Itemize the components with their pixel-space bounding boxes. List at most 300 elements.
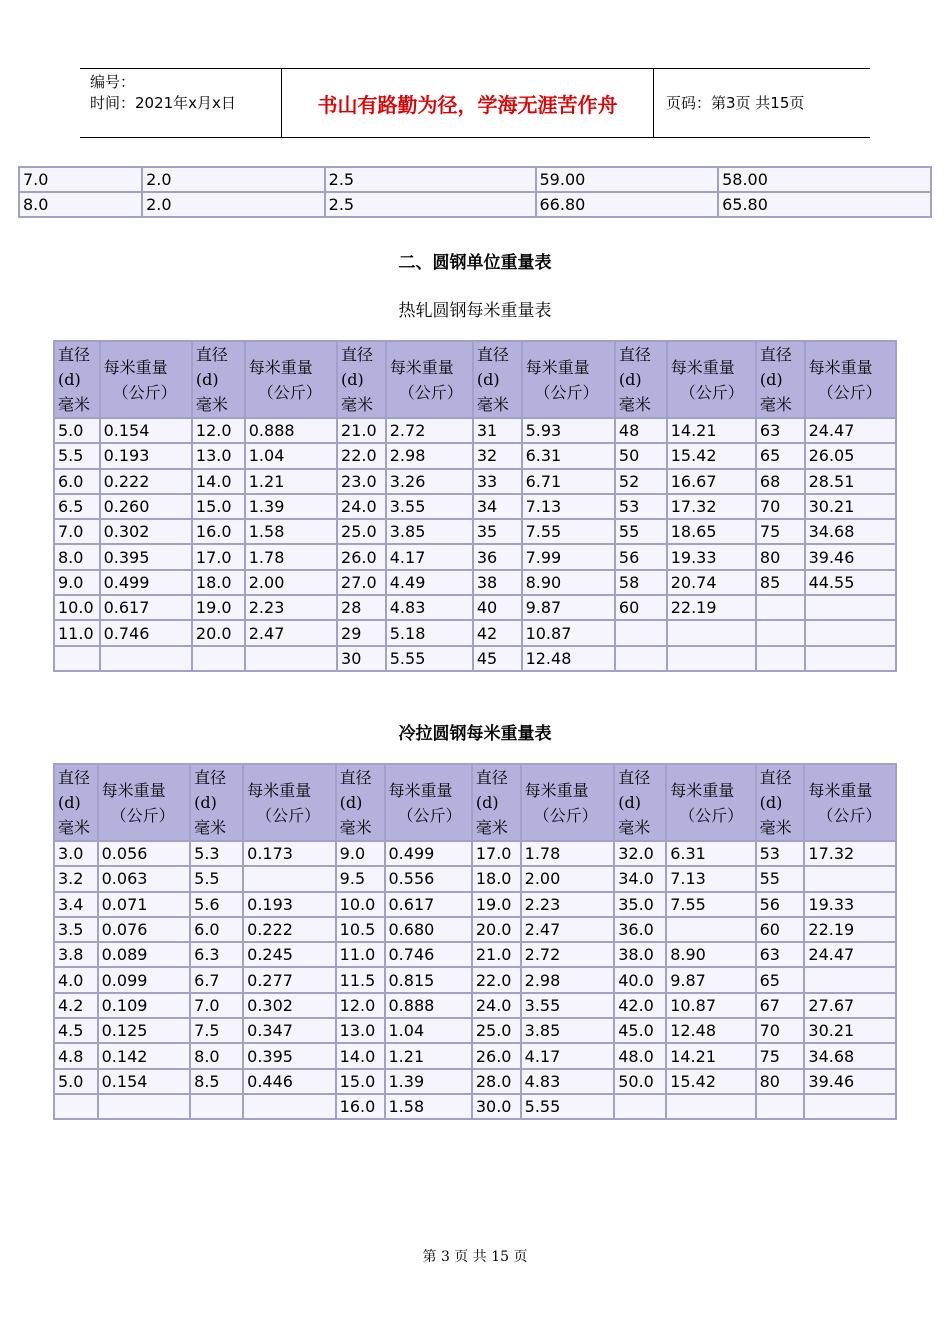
header-text: 直径 [194,768,227,787]
weight-cell: 18.65 [668,520,755,543]
table-row [55,444,895,467]
diameter-cell: 85 [757,571,804,594]
weight-cell: 2.98 [522,968,614,991]
diameter-cell: 24.0 [473,994,520,1017]
diameter-cell: 19.0 [193,596,244,619]
header-unit: （公斤） [112,382,177,402]
diameter-cell: 25.0 [473,1019,520,1042]
weight-cell: 0.888 [386,994,471,1017]
weight-cell: 1.04 [386,1019,471,1042]
diameter-cell: 3.5 [55,918,97,941]
weight-cell: 4.17 [387,545,472,568]
diameter-header [338,342,385,417]
weight-cell: 0.125 [99,1019,190,1042]
table-row [20,168,930,191]
weight-cell: 1.39 [246,495,336,518]
header-text: 毫米 [58,395,91,414]
weight-cell: 12.48 [667,1019,754,1042]
diameter-cell: 19.0 [473,893,520,916]
diameter-cell: 70 [757,1019,804,1042]
weight-cell: 4.83 [387,596,472,619]
header-unit: （公斤） [533,805,598,825]
weight-cell: 19.33 [668,545,755,568]
table-row [55,1095,895,1118]
hot-rolled-table [53,340,897,672]
header-motto: 书山有路勤为径，学海无涯苦作舟 [282,69,654,137]
weight-cell: 2.00 [246,571,336,594]
table-row [55,520,895,543]
header-text: 毫米 [759,395,792,414]
header-text: 毫米 [58,818,91,837]
diameter-cell: 38.0 [615,943,665,966]
diameter-cell: 5.3 [191,842,242,865]
weight-cell: 5.55 [387,647,472,670]
weight-cell: 0.099 [99,968,190,991]
weight-cell: 17.32 [668,495,755,518]
weight-cell: 1.78 [522,842,614,865]
header-text: (d) [759,370,783,389]
diameter-cell: 25.0 [338,520,385,543]
weight-header [246,342,336,417]
weight-cell: 0.260 [101,495,191,518]
weight-cell [101,647,191,670]
diameter-cell: 5.6 [191,893,242,916]
page-header [80,68,870,138]
weight-cell: 0.617 [386,893,471,916]
diameter-cell: 22.0 [338,444,385,467]
table-cell: 2.5 [326,193,535,216]
diameter-cell [55,647,99,670]
diameter-cell: 24.0 [338,495,385,518]
diameter-cell: 9.0 [337,842,384,865]
diameter-header [757,342,804,417]
weight-cell: 2.98 [387,444,472,467]
diameter-cell: 20.0 [473,918,520,941]
diameter-cell: 7.0 [55,520,99,543]
weight-cell: 2.23 [246,596,336,619]
weight-cell [99,1095,190,1118]
diameter-header [473,765,520,840]
diameter-header [193,342,244,417]
weight-cell: 1.39 [386,1070,471,1093]
header-text: 直径 [759,345,792,364]
weight-cell: 39.46 [805,1070,895,1093]
diameter-cell: 7.5 [191,1019,242,1042]
weight-cell [667,918,754,941]
header-text: 每米重量 [808,357,873,377]
weight-cell: 34.68 [805,1044,895,1067]
diameter-cell: 13.0 [337,1019,384,1042]
diameter-cell: 5.0 [55,1070,97,1093]
diameter-cell: 13.0 [193,444,244,467]
weight-cell: 14.21 [667,1044,754,1067]
weight-cell: 2.47 [522,918,614,941]
header-text: 毫米 [194,818,227,837]
diameter-cell: 75 [757,520,804,543]
diameter-cell: 11.0 [337,943,384,966]
header-text: (d) [194,793,217,812]
diameter-cell: 11.0 [55,621,99,644]
diameter-header [191,765,242,840]
weight-cell: 1.78 [246,545,336,568]
weight-cell: 0.617 [101,596,191,619]
weight-cell: 24.47 [806,419,895,442]
table-row [55,968,895,991]
weight-cell: 0.446 [244,1070,335,1093]
diameter-cell: 75 [757,1044,804,1067]
header-unit: （公斤） [110,805,175,825]
weight-cell: 0.222 [244,918,335,941]
hot-rolled-title: 热轧圆钢每米重量表 [398,301,552,321]
diameter-cell: 3.0 [55,842,97,865]
weight-cell: 3.55 [387,495,472,518]
weight-cell [806,647,895,670]
weight-cell [667,1095,754,1118]
header-unit: （公斤） [398,382,463,402]
weight-cell: 4.49 [387,571,472,594]
weight-cell [805,968,895,991]
weight-cell [668,621,755,644]
section-title: 二、圆钢单位重量表 [398,253,552,273]
weight-cell: 44.55 [806,571,895,594]
table-row [55,1070,895,1093]
weight-cell: 4.17 [522,1044,614,1067]
diameter-cell: 14.0 [337,1044,384,1067]
diameter-cell: 9.0 [55,571,99,594]
weight-cell: 0.193 [101,444,191,467]
diameter-cell: 45.0 [615,1019,665,1042]
header-text: 每米重量 [247,780,312,800]
weight-cell: 2.72 [522,943,614,966]
header-text: (d) [58,370,81,389]
table-row [55,842,895,865]
code-label: 编号： [90,73,136,91]
header-text: 毫米 [476,395,509,414]
weight-cell: 5.55 [522,1095,614,1118]
diameter-cell: 16.0 [193,520,244,543]
weight-cell: 8.90 [667,943,754,966]
diameter-cell: 29 [338,621,385,644]
diameter-cell: 30 [338,647,385,670]
header-text: (d) [476,370,500,389]
diameter-cell: 17.0 [193,545,244,568]
table-cell: 7.0 [20,168,141,191]
header-text: 直径 [339,768,372,787]
weight-cell: 3.26 [387,470,472,493]
diameter-cell: 6.0 [55,470,99,493]
diameter-cell [757,1095,804,1118]
weight-cell: 3.85 [522,1019,614,1042]
diameter-cell: 40.0 [615,968,665,991]
header-text: 每米重量 [808,780,873,800]
weight-cell [805,1095,895,1118]
weight-header [806,342,895,417]
weight-cell: 0.302 [101,520,191,543]
weight-cell: 34.68 [806,520,895,543]
weight-cell: 22.19 [805,918,895,941]
diameter-cell: 9.5 [337,867,384,890]
diameter-cell: 32 [474,444,521,467]
header-text: 直径 [475,768,508,787]
weight-cell: 26.05 [806,444,895,467]
table-row [55,893,895,916]
continued-table [18,166,932,218]
diameter-cell [191,1095,242,1118]
weight-cell: 14.21 [668,419,755,442]
diameter-header [757,765,804,840]
weight-cell: 2.72 [387,419,472,442]
diameter-header [615,765,665,840]
weight-cell [244,1095,335,1118]
header-page-number: 页码：第3页 共15页 [666,94,805,112]
header-unit: （公斤） [817,382,882,402]
table-cell: 2.0 [143,168,324,191]
header-text: 每米重量 [388,780,453,800]
weight-cell: 3.85 [387,520,472,543]
weight-cell: 0.395 [244,1044,335,1067]
diameter-cell: 26.0 [473,1044,520,1067]
table-row [20,193,930,216]
diameter-cell: 8.0 [191,1044,242,1067]
diameter-cell: 40 [474,596,521,619]
weight-cell: 0.499 [101,571,191,594]
diameter-cell: 3.4 [55,893,97,916]
diameter-cell: 48 [616,419,666,442]
table-cell: 58.00 [719,168,930,191]
diameter-cell: 70 [757,495,804,518]
weight-cell [244,867,335,890]
diameter-cell: 45 [474,647,521,670]
table-cell: 2.0 [143,193,324,216]
weight-header [386,765,471,840]
table-row [55,621,895,644]
diameter-cell: 12.0 [193,419,244,442]
weight-cell: 0.222 [101,470,191,493]
weight-cell [668,647,755,670]
header-text: 每米重量 [525,357,590,377]
weight-cell: 4.83 [522,1070,614,1093]
weight-cell: 5.18 [387,621,472,644]
weight-cell: 0.680 [386,918,471,941]
weight-header [522,765,614,840]
diameter-cell [615,1095,665,1118]
header-text: 直径 [341,345,374,364]
table-row [55,943,895,966]
weight-cell: 1.58 [246,520,336,543]
weight-cell: 7.55 [523,520,614,543]
weight-cell: 0.746 [101,621,191,644]
diameter-cell: 7.0 [191,994,242,1017]
diameter-cell: 36 [474,545,521,568]
diameter-header [55,765,97,840]
weight-cell: 10.87 [667,994,754,1017]
weight-cell: 0.277 [244,968,335,991]
header-text: 每米重量 [101,780,166,800]
diameter-header [337,765,384,840]
weight-cell: 0.173 [244,842,335,865]
weight-header [387,342,472,417]
page-footer: 第 3 页 共 15 页 [422,1249,528,1265]
table-row [55,419,895,442]
diameter-cell: 68 [757,470,804,493]
diameter-cell: 50 [616,444,666,467]
weight-cell: 0.556 [386,867,471,890]
table-row [55,470,895,493]
diameter-cell: 12.0 [337,994,384,1017]
diameter-cell: 55 [757,867,804,890]
header-text: (d) [195,370,219,389]
diameter-cell: 4.8 [55,1044,97,1067]
diameter-cell: 21.0 [338,419,385,442]
diameter-cell: 32.0 [615,842,665,865]
weight-header [667,765,754,840]
diameter-cell: 6.0 [191,918,242,941]
weight-header [523,342,614,417]
diameter-cell: 6.7 [191,968,242,991]
header-text: 每米重量 [389,357,454,377]
table-row [55,495,895,518]
weight-cell: 0.815 [386,968,471,991]
diameter-cell: 31 [474,419,521,442]
diameter-cell [757,621,804,644]
diameter-header [616,342,666,417]
diameter-cell: 17.0 [473,842,520,865]
weight-cell: 0.395 [101,545,191,568]
diameter-cell: 3.8 [55,943,97,966]
diameter-cell: 6.3 [191,943,242,966]
header-text: 每米重量 [670,780,735,800]
weight-cell: 22.19 [668,596,755,619]
header-text: 毫米 [339,818,372,837]
weight-cell [805,867,895,890]
header-text: (d) [618,370,642,389]
weight-cell: 0.888 [246,419,336,442]
weight-cell: 3.55 [522,994,614,1017]
cold-drawn-title: 冷拉圆钢每米重量表 [398,724,552,744]
diameter-cell: 35 [474,520,521,543]
weight-cell: 6.31 [667,842,754,865]
header-unit: （公斤） [397,805,462,825]
weight-cell: 6.71 [523,470,614,493]
weight-cell: 1.04 [246,444,336,467]
diameter-cell: 8.5 [191,1070,242,1093]
weight-header [805,765,895,840]
diameter-cell: 50.0 [615,1070,665,1093]
weight-cell: 2.00 [522,867,614,890]
diameter-cell [757,647,804,670]
table-row [55,571,895,594]
weight-cell: 28.51 [806,470,895,493]
diameter-cell: 14.0 [193,470,244,493]
diameter-cell [55,1095,97,1118]
header-text: 直径 [618,345,651,364]
table-row [55,1044,895,1067]
table-row [55,994,895,1017]
header-text: (d) [475,793,499,812]
weight-cell: 0.193 [244,893,335,916]
diameter-cell: 80 [757,545,804,568]
weight-cell: 19.33 [805,893,895,916]
diameter-cell: 11.5 [337,968,384,991]
header-text: (d) [339,793,363,812]
diameter-cell: 56 [757,893,804,916]
header-text: 直径 [58,345,91,364]
diameter-cell: 36.0 [615,918,665,941]
weight-cell: 7.13 [523,495,614,518]
table-row [55,1019,895,1042]
header-text: 每米重量 [670,357,735,377]
diameter-cell: 42.0 [615,994,665,1017]
diameter-cell: 55 [616,520,666,543]
diameter-cell: 28 [338,596,385,619]
weight-cell: 39.46 [806,545,895,568]
weight-cell: 0.089 [99,943,190,966]
weight-cell: 8.90 [523,571,614,594]
header-unit: （公斤） [679,805,744,825]
diameter-cell: 48.0 [615,1044,665,1067]
diameter-cell: 60 [616,596,666,619]
diameter-cell: 10.0 [337,893,384,916]
header-text: 直径 [58,768,91,787]
weight-cell: 17.32 [805,842,895,865]
weight-cell: 15.42 [667,1070,754,1093]
weight-header [668,342,755,417]
diameter-cell: 10.0 [55,596,99,619]
header-unit: （公斤） [256,805,321,825]
weight-cell: 2.23 [522,893,614,916]
diameter-cell: 28.0 [473,1070,520,1093]
weight-cell: 0.076 [99,918,190,941]
diameter-cell: 63 [757,419,804,442]
diameter-cell: 34.0 [615,867,665,890]
weight-cell: 0.154 [99,1070,190,1093]
weight-cell: 9.87 [523,596,614,619]
weight-cell: 0.245 [244,943,335,966]
diameter-cell: 60 [757,918,804,941]
weight-cell: 1.21 [386,1044,471,1067]
header-info [80,69,282,137]
header-text: 每米重量 [248,357,313,377]
diameter-cell: 65 [757,968,804,991]
diameter-cell: 15.0 [337,1070,384,1093]
diameter-header [474,342,521,417]
diameter-cell: 18.0 [193,571,244,594]
header-text: 每米重量 [524,780,589,800]
diameter-cell: 10.5 [337,918,384,941]
weight-cell: 7.99 [523,545,614,568]
diameter-cell: 4.5 [55,1019,97,1042]
weight-cell: 0.154 [101,419,191,442]
weight-cell: 0.109 [99,994,190,1017]
header-unit: （公斤） [679,382,744,402]
weight-cell: 0.056 [99,842,190,865]
weight-cell: 20.74 [668,571,755,594]
diameter-cell: 23.0 [338,470,385,493]
weight-header [244,765,335,840]
weight-cell: 7.55 [667,893,754,916]
diameter-cell: 5.5 [55,444,99,467]
header-unit: （公斤） [257,382,322,402]
diameter-cell: 16.0 [337,1095,384,1118]
table-header-row [55,342,895,417]
weight-cell: 9.87 [667,968,754,991]
weight-cell [806,621,895,644]
weight-cell: 16.67 [668,470,755,493]
diameter-cell: 58 [616,571,666,594]
diameter-cell: 80 [757,1070,804,1093]
header-text: 毫米 [341,395,374,414]
weight-cell: 1.21 [246,470,336,493]
